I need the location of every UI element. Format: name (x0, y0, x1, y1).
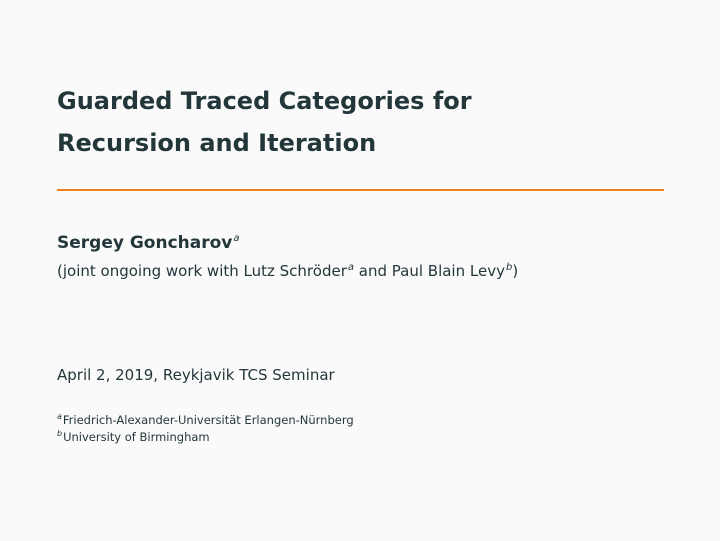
affiliation-text-b: University of Birmingham (63, 430, 210, 444)
title-line-1: Guarded Traced Categories for (57, 87, 472, 115)
coauthors-line (57, 262, 518, 280)
author-name: Sergey Goncharov (57, 233, 233, 253)
coauthors-prefix: (joint ongoing work with (57, 262, 244, 280)
affiliation-mark-a: a (57, 412, 62, 422)
coauthors-suffix: ) (512, 262, 519, 280)
affiliation-text-a: Friedrich-Alexander-Universität Erlangen-Nürnberg (62, 413, 354, 427)
affiliations (57, 412, 354, 446)
title-line-2: Recursion and Iteration (57, 129, 377, 157)
author-affiliation-mark: a (233, 233, 240, 245)
coauthors-middle: and (354, 262, 392, 280)
coauthor-name-2: Paul Blain Levy (391, 262, 505, 280)
coauthor-mark-2: b (505, 262, 513, 273)
coauthor-name-1: Lutz Schröder (243, 262, 347, 280)
date-venue: April 2, 2019, Reykjavik TCS Seminar (57, 366, 335, 384)
affiliation-mark-b: b (57, 429, 63, 439)
author (57, 233, 240, 253)
affiliation-b (57, 429, 354, 446)
affiliation-a (57, 412, 354, 429)
coauthor-mark-1: a (347, 262, 355, 273)
title-divider (57, 189, 664, 191)
slide-title (57, 80, 657, 164)
